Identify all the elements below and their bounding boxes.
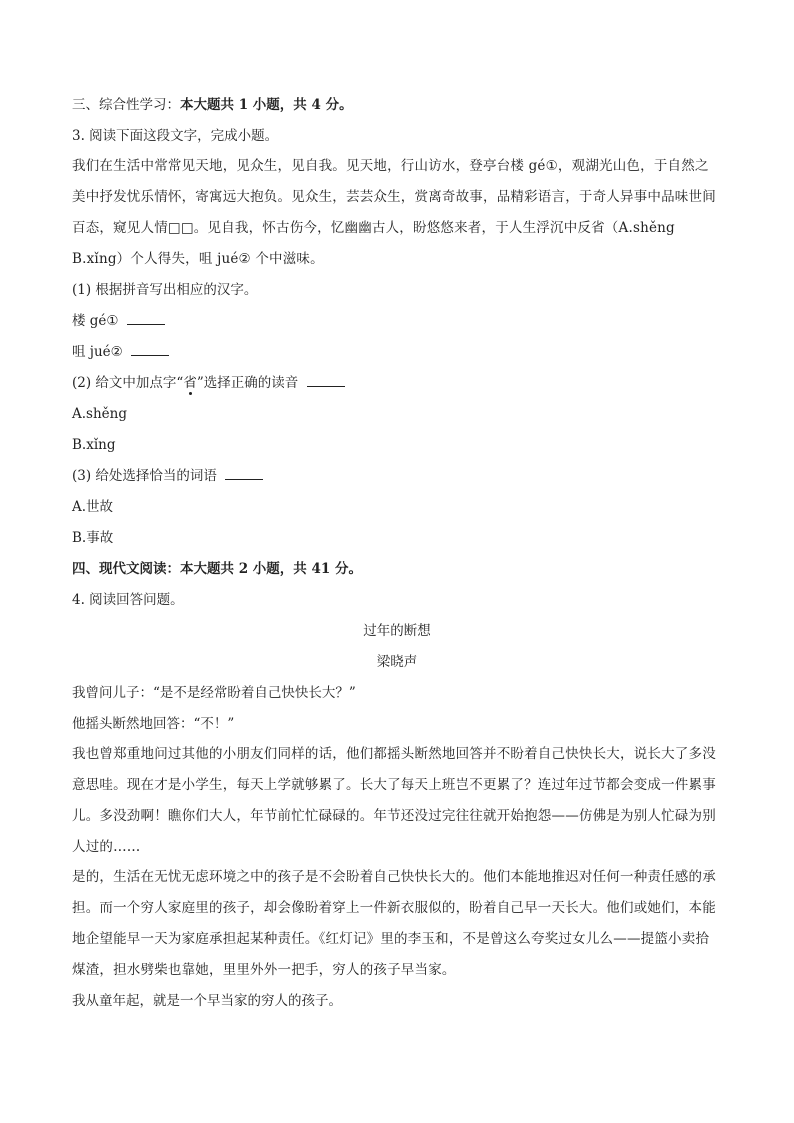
question-3-stem: 3. 阅读下面这段文字，完成小题。 [72, 128, 279, 144]
section-3-info: 本大题共 1 小题，共 4 分。 [180, 97, 353, 113]
answer-blank[interactable] [131, 343, 169, 356]
sub1-item-b-label: 咀 jué② [72, 344, 123, 360]
sub3-text: (3) 给处选择恰当的词语 [72, 468, 217, 484]
question-3-sub3-option-b: B.事故 [72, 530, 114, 546]
question-3-sub2-option-b: B.xǐng [72, 437, 116, 453]
article-paragraph-5: 我从童年起，就是一个早当家的穷人的孩子。 [72, 993, 342, 1009]
answer-blank[interactable] [127, 312, 165, 325]
question-3-sub3-option-a: A.世故 [72, 499, 114, 515]
answer-blank[interactable] [307, 374, 345, 387]
question-3-sub1: (1) 根据拼音写出相应的汉字。 [72, 282, 258, 298]
article-paragraph-2: 他摇头断然地回答：“不！” [72, 716, 235, 732]
sub2-text-post: ”选择正确的读音 [196, 375, 299, 391]
article-author: 梁晓声 [376, 654, 418, 670]
sub2-dotted-char: 省 [183, 375, 197, 391]
question-4-stem: 4. 阅读回答问题。 [72, 592, 184, 608]
question-3-sub2 [72, 374, 722, 392]
section-4-lead: 四、现代文阅读： [72, 561, 180, 577]
section-4-heading [72, 560, 722, 578]
question-3-sub2-option-a: A.shěng [72, 406, 127, 422]
answer-blank[interactable] [225, 467, 263, 480]
question-3-passage: 我们在生活中常常见天地，见众生，见自我。见天地，行山访水，登亭台楼 gé①，观湖光山色，于自然之美中抒发忧乐情怀，寄寓远大抱负。见众生，芸芸众生，赏离奇故事，品精彩语言，于奇人异事中品味世间百态，窥见人情□□。见自我，怀古伤今，忆幽幽古人，盼悠悠来者，于人生浮沉中反省（A.shěng B.xǐng）个人得失，咀 jué② 个中滋味。 [72, 158, 716, 267]
sub2-text-pre: (2) 给文中加点字“ [72, 375, 184, 391]
question-3-sub3 [72, 467, 722, 485]
section-4-info: 本大题共 2 小题，共 41 分。 [180, 561, 362, 577]
section-3-heading [72, 96, 722, 114]
article-paragraph-4: 是的，生活在无忧无虑环境之中的孩子是不会盼着自己快快长大的。他们本能地推迟对任何一种责任感的承担。而一个穷人家庭里的孩子，却会像盼着穿上一件新衣服似的，盼着自己早一天长大。他们或她们，本能地企望能早一天为家庭承担起某种责任。《红灯记》里的李玉和，不是曾这么夸奖过女儿么——提篮小卖拾煤渣，担水劈柴也靠她，里里外外一把手，穷人的孩子早当家。 [72, 869, 716, 978]
question-3-sub1-item-b [72, 343, 722, 361]
article-paragraph-1: 我曾问儿子：“是不是经常盼着自己快快长大？” [72, 685, 356, 701]
article-title: 过年的断想 [363, 623, 431, 639]
article-paragraph-3: 我也曾郑重地问过其他的小朋友们同样的话，他们都摇头断然地回答并不盼着自己快快长大，说长大了多没意思哇。现在才是小学生，每天上学就够累了。长大了每天上班岂不更累了？连过年过节都会变成一件累事儿。多没劲啊！瞧你们大人，年节前忙忙碌碌的。年节还没过完往往就开始抱怨——仿佛是为别人忙碌为别人过的…… [72, 746, 716, 855]
document-page [72, 96, 722, 1023]
section-3-lead: 三、综合性学习： [72, 97, 180, 113]
question-3-sub1-item-a [72, 312, 722, 330]
sub1-item-a-label: 楼 gé① [72, 313, 119, 329]
